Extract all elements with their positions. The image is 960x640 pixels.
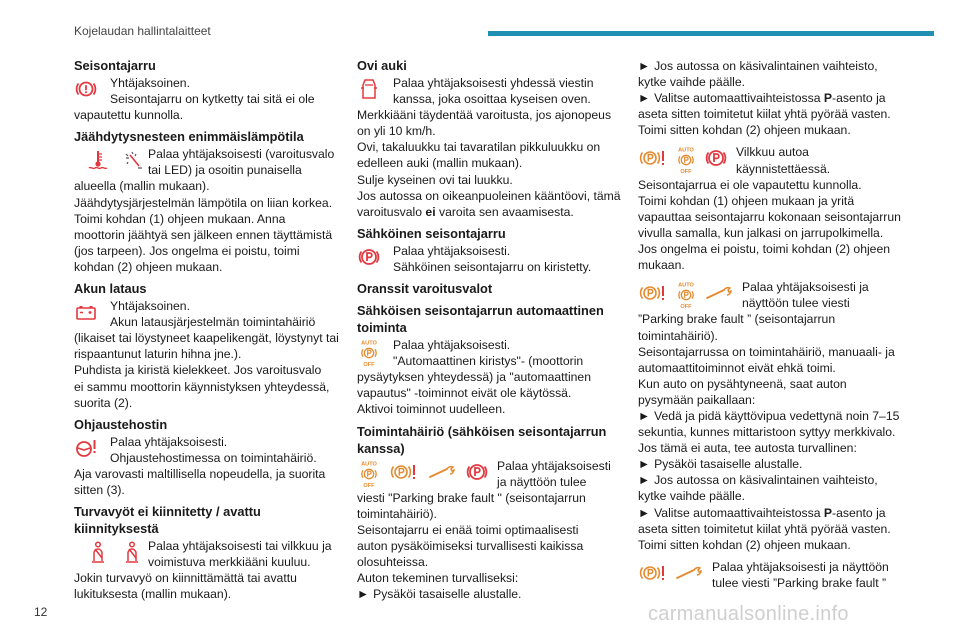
body-text: vapautettu kunnolla. xyxy=(74,108,184,123)
section-battery-charge xyxy=(74,281,339,411)
bullet-item xyxy=(638,58,910,74)
emphasis: ei xyxy=(425,204,436,219)
body-text: vivulla samalla, kun jalkasi on jarrupolkimella. xyxy=(638,225,884,240)
body-text: Aktivoi toiminnot uudelleen. xyxy=(357,402,506,417)
bullet-item xyxy=(638,472,910,488)
text-run: -asento ja xyxy=(832,505,886,520)
icon-description: Seisontajarru on kytketty tai sitä ei ole xyxy=(110,92,315,107)
wrench-icon xyxy=(674,561,704,585)
section-brake-fault-last xyxy=(638,559,910,591)
body-text: toimintahäiriö). xyxy=(357,506,437,521)
icon-description: käynnistettäessä. xyxy=(736,161,831,176)
body-text xyxy=(357,204,622,220)
brake-warning-icon xyxy=(74,77,98,101)
bullet-arrow: ► xyxy=(638,473,651,488)
parking-exclamation-icon xyxy=(638,146,668,170)
wrench-icon xyxy=(427,460,457,484)
text-run: Valitse automaattivaihteistossa xyxy=(654,505,824,520)
body-text: Jos tämä ei auta, tee autosta turvallinen: xyxy=(638,441,857,456)
column-2 xyxy=(357,58,622,608)
body-text: Jos autossa on oikeanpuoleinen kääntöovi, tämä xyxy=(357,188,621,203)
body-text: Toimi kohdan (1) ohjeen mukaan. Anna xyxy=(74,211,286,226)
body-text: Toimi sitten kohdan (2) ohjeen mukaan. xyxy=(638,123,851,138)
text-run: -asento ja xyxy=(832,91,886,106)
body-text: toimintahäiriö). xyxy=(638,328,718,343)
body-text: Seisontajarru ei enää toimi optimaalisesti xyxy=(357,522,579,537)
auto-off-parking-icon xyxy=(674,281,698,309)
body-text: pysymään paikallaan: xyxy=(638,392,756,407)
body-text: ”Parking brake fault ” (seisontajarrun xyxy=(638,312,836,327)
body-text: Jokin turvavyö on kiinnittämättä tai avattu xyxy=(74,571,297,586)
body-text: Merkkiääni täydentää varoitusta, jos ajonopeus xyxy=(357,108,612,123)
parking-brake-p-icon xyxy=(465,460,489,484)
icon-description: "Automaattinen kiristys"- (moottorin xyxy=(393,354,584,369)
bullet-item xyxy=(638,90,910,106)
body-text: olosuhteissa. xyxy=(357,555,429,570)
section-orange-warnings xyxy=(357,281,622,297)
auto-off-parking-icon xyxy=(357,339,381,367)
icon-description: Palaa yhtäjaksoisesti yhdessä viestin xyxy=(393,76,594,90)
body-text: vapauttaa seisontajarru kokonaan seisontajarrun xyxy=(638,209,901,224)
seatbelt-rear-icon xyxy=(120,540,144,564)
auto-off-parking-icon xyxy=(357,460,381,488)
page-header-title: Kojelaudan hallintalaitteet xyxy=(74,24,211,38)
bullet-arrow: ► xyxy=(638,408,651,423)
body-text: pysäytyksen yhteydessä) ja "automaattinen xyxy=(357,370,591,385)
icon-description: Palaa yhtäjaksoisesti. xyxy=(393,243,511,258)
icon-description: kanssa, joka osoittaa kyseisen oven. xyxy=(393,92,591,107)
section-heading: Ohjaustehostin xyxy=(74,416,168,432)
battery-icon xyxy=(74,300,98,324)
icon-description: Sähköinen seisontajarru on kiristetty. xyxy=(393,259,592,274)
instructions-top xyxy=(638,58,910,138)
text-run: varoitusvalo xyxy=(357,204,426,219)
section-heading: Turvavyöt ei kiinnitetty / avattu xyxy=(74,504,261,520)
bullet-text: Jos autossa on käsivalintainen vaihteisto, xyxy=(654,59,878,73)
auto-off-parking-icon xyxy=(674,146,698,174)
icon-description: ja näyttöön tulee xyxy=(497,474,587,489)
section-heading: kanssa) xyxy=(357,440,405,456)
body-text: Puhdista ja kiristä kielekkeet. Jos varoitusvalo xyxy=(74,363,322,378)
section-heading: Sähköinen seisontajarru xyxy=(357,225,506,241)
parking-exclamation-icon xyxy=(638,281,668,305)
bullet-arrow: ► xyxy=(638,91,651,106)
body-text: moottorin jäähtyä sen jälkeen ennen täyttämistä xyxy=(74,227,333,242)
body-text: Seisontajarrussa on toimintahäiriö, manuaali- ja xyxy=(638,344,895,359)
parking-exclamation-icon xyxy=(638,561,668,585)
bullet-item xyxy=(638,505,910,521)
parking-exclamation-icon xyxy=(389,460,419,484)
body-text: Seisontajarrua ei ole vapautettu kunnolla. xyxy=(638,177,862,192)
section-power-steering xyxy=(74,417,339,498)
icon-description: Palaa yhtäjaksoisesti xyxy=(497,458,611,473)
coolant-temperature-icon xyxy=(86,148,110,172)
section-seatbelts xyxy=(74,504,339,602)
bullet-text: Pysäköi tasaiselle alustalle. xyxy=(654,457,803,472)
bullet-item xyxy=(638,408,910,424)
body-text: Jäähdytysjärjestelmän lämpötila on liian korkea. xyxy=(74,195,333,210)
parking-brake-p-icon xyxy=(704,146,728,170)
section-heading: Jäähdytysnesteen enimmäislämpötila xyxy=(74,129,304,145)
bullet-item: ► Pysäköi tasaiselle alustalle. xyxy=(357,587,522,602)
body-text: ei sammu moottorin käynnistyksen yhteydessä, xyxy=(74,379,330,394)
body-text: kytke vaihde päälle. xyxy=(638,75,746,90)
page-number: 12 xyxy=(34,605,48,619)
bullet-arrow: ► xyxy=(638,505,651,520)
section-heading: Oranssit varoitusvalot xyxy=(357,281,493,297)
text-run: varoita sen avaamisesta. xyxy=(435,204,574,219)
body-text: sitten (3). xyxy=(74,482,125,497)
body-text: Sulje kyseinen ovi tai luukku. xyxy=(357,172,513,187)
door-open-icon xyxy=(357,77,381,101)
seatbelt-warning-icon xyxy=(86,540,110,564)
bullet-text: Pysäköi tasaiselle alustalle. xyxy=(373,587,522,602)
section-parking-brake xyxy=(74,58,339,123)
body-text: lukituksesta (mallin mukaan). xyxy=(74,587,232,602)
header-accent-bar xyxy=(488,31,934,36)
parking-brake-p-icon xyxy=(357,245,381,269)
body-text: rispaantunut laturin hihna jne.). xyxy=(74,347,242,362)
section-heading: Ovi auki xyxy=(357,58,407,73)
section-electric-parking-brake xyxy=(357,226,622,275)
bullet-arrow: ► xyxy=(638,59,651,73)
body-text: vapautus" -toiminnot eivät ole käytössä. xyxy=(357,386,572,401)
body-text: Auton tekeminen turvalliseksi: xyxy=(357,571,519,586)
body-text: automaattitoiminnot eivät ehkä toimi. xyxy=(638,360,836,375)
bullet-text: Vedä ja pidä käyttövipua vedettynä noin 7–15 xyxy=(654,408,900,423)
icon-description: tai LED) ja osoitin punaisella xyxy=(148,163,302,178)
body-text: mukaan. xyxy=(638,258,685,273)
steering-warning-icon xyxy=(74,436,98,460)
body-text: suorita (2). xyxy=(74,395,133,410)
bullet-arrow: ► xyxy=(638,457,651,472)
body-text: viesti "Parking brake fault " (seisontajarrun xyxy=(357,490,586,505)
icon-description: Palaa yhtäjaksoisesti tai vilkkuu ja xyxy=(148,539,332,554)
body-text: aseta sitten toimitetut kiilat yhtä pyörää vasten. xyxy=(638,107,891,122)
section-epb-automatic xyxy=(357,303,622,417)
icon-description: näyttöön tulee viesti xyxy=(742,296,850,311)
body-text: aseta sitten toimitetut kiilat yhtä pyörää vasten. xyxy=(638,521,891,536)
icon-description: Palaa yhtäjaksoisesti. xyxy=(110,434,228,449)
section-flashing-start xyxy=(638,144,910,273)
section-heading: kiinnityksestä xyxy=(74,521,159,537)
body-text: auton pysäköimiseksi turvallisesti kaikissa xyxy=(357,538,584,553)
emphasis: P xyxy=(823,505,833,520)
icon-description: voimistuva merkkiääni kuuluu. xyxy=(148,555,311,570)
icon-description: Palaa yhtäjaksoisesti (varoitusvalo xyxy=(148,147,335,162)
icon-description: Ohjaustehostimessa on toimintahäiriö. xyxy=(110,450,317,465)
section-heading: toiminta xyxy=(357,320,407,336)
body-text: Jos ongelma ei poistu, toimi kohdan (2) ohjeen xyxy=(638,242,891,257)
icon-description: Vilkkuu autoa xyxy=(736,145,809,160)
icon-description: Akun latausjärjestelmän toimintahäiriö xyxy=(110,315,316,330)
bullet-item xyxy=(638,456,910,472)
icon-description: Palaa yhtäjaksoisesti ja näyttöön xyxy=(712,559,889,574)
section-heading: Sähköisen seisontajarrun automaattinen xyxy=(357,303,604,319)
column-1 xyxy=(74,58,339,608)
temperature-gauge-icon xyxy=(120,148,144,172)
body-text: kohdan (2) ohjeen mukaan. xyxy=(74,259,223,274)
body-text: sekuntia, kunnes mittaristoon syttyy merkkivalo. xyxy=(638,425,896,440)
icon-description: tulee viesti ”Parking brake fault ” xyxy=(712,575,887,590)
watermark: carmanualsonline.info xyxy=(648,603,849,625)
section-heading: Akun lataus xyxy=(74,281,147,297)
column-3 xyxy=(638,58,910,597)
icon-description: Palaa yhtäjaksoisesti ja xyxy=(742,280,869,295)
section-door-open xyxy=(357,58,622,220)
body-text: Kun auto on pysähtyneenä, saat auton xyxy=(638,376,847,391)
section-heading: Toimintahäiriö (sähköisen seisontajarrun xyxy=(357,423,607,439)
section-coolant-temperature xyxy=(74,129,339,275)
body-text: on yli 10 km/h. xyxy=(357,124,436,139)
body-text: Toimi kohdan (1) ohjeen mukaan ja yritä xyxy=(638,193,855,208)
body-text: Toimi sitten kohdan (2) ohjeen mukaan. xyxy=(638,537,851,552)
body-text: edelleen auki (mallin mukaan). xyxy=(357,156,523,171)
body-text: kytke vaihde päälle. xyxy=(638,489,746,504)
section-brake-fault-message xyxy=(638,279,910,553)
bullet-text: Jos autossa on käsivalintainen vaihteisto, xyxy=(654,473,878,488)
wrench-icon xyxy=(704,281,734,305)
body-text: (jos tarpeen). Jos ongelma ei poistu, toimi xyxy=(74,243,300,258)
icon-description: Yhtäjaksoinen. xyxy=(110,299,190,314)
icon-description: Palaa yhtäjaksoisesti. xyxy=(393,338,511,353)
icon-description: Yhtäjaksoinen. xyxy=(110,76,190,90)
body-text: alueella (mallin mukaan). xyxy=(74,179,210,194)
text-run: Valitse automaattivaihteistossa xyxy=(654,91,824,106)
body-text: (likaiset tai löystyneet kaapelikengät, löystynyt tai xyxy=(74,331,339,346)
section-heading: Seisontajarru xyxy=(74,58,156,73)
section-epb-fault xyxy=(357,424,622,603)
body-text: Aja varovasti maltillisella nopeudella, ja suorita xyxy=(74,466,326,481)
body-text: Ovi, takaluukku tai tavaratilan pikkuluukku on xyxy=(357,140,601,155)
emphasis: P xyxy=(823,91,833,106)
